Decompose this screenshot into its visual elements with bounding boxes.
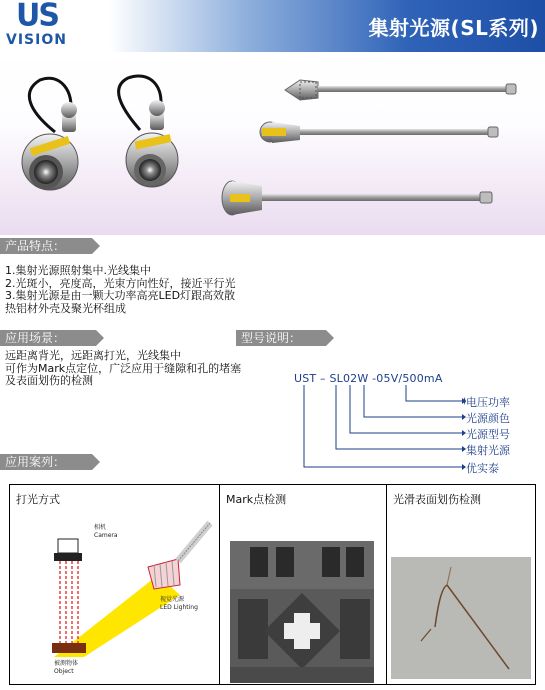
feature-line: 热铝材外壳及聚光杯组成	[5, 301, 126, 315]
product-photos	[0, 52, 545, 235]
features-text	[5, 265, 236, 315]
section-scenarios: 应用场景：	[0, 330, 96, 346]
section-features: 产品特点：	[0, 238, 92, 254]
object-label-cn: 被测物体	[54, 660, 79, 667]
logo-us-text: US	[16, 0, 58, 34]
model-part-label: 集射光源	[466, 444, 510, 457]
case-title: Mark点检测	[226, 493, 287, 506]
case-mark-detection	[220, 485, 386, 684]
model-part-label: 电压功率	[466, 396, 510, 409]
mark-detection-image	[230, 541, 374, 683]
logo-vision-text: VISION	[6, 32, 67, 48]
scenario-line: 可作为Mark点定位，广泛应用于缝隙和孔的堵塞	[5, 361, 242, 375]
section-model: 型号说明：	[236, 330, 326, 346]
spot-light-2	[119, 76, 178, 187]
us-vision-logo	[6, 2, 66, 52]
feature-line: 2.光斑小，亮度高，光束方向性好，接近平行光	[5, 276, 236, 290]
scenario-line: 及表面划伤的检测	[5, 374, 93, 387]
feature-line: 3.集射光源是由一颗大功率高亮LED灯跟高效散	[5, 289, 236, 302]
case-title: 打光方式	[16, 493, 60, 506]
scenarios-text	[5, 350, 241, 388]
model-code-diagram	[290, 383, 466, 473]
model-code: UST – SL02W -05V/500mA	[294, 372, 443, 385]
section-cases: 应用案列：	[0, 454, 92, 470]
gooseneck-light-1	[285, 80, 516, 100]
gooseneck-light-3	[222, 181, 492, 215]
model-part-label: 光源型号	[466, 428, 510, 441]
product-photo-band	[0, 52, 545, 235]
gooseneck-light-2	[260, 122, 498, 143]
scenario-line: 远距离背光，远距离打光，光线集中	[5, 349, 181, 362]
lighting-diagram	[30, 515, 216, 683]
scratch-detection-image	[391, 557, 531, 679]
camera-label-en: Camera	[94, 532, 118, 539]
header-banner	[0, 0, 545, 52]
case-title: 光滑表面划伤检测	[393, 493, 481, 506]
case-scratch-detection	[387, 485, 535, 684]
case-lighting-method	[10, 485, 219, 684]
light-label-en: LED Lighting	[160, 604, 198, 611]
feature-line: 1.集射光源照射集中.光线集中	[5, 264, 151, 277]
model-part-label: 光源颜色	[466, 412, 510, 425]
camera-label-cn: 相机	[94, 524, 107, 531]
light-label-cn: 视觉光源	[160, 596, 185, 603]
object-label-en: Object	[54, 668, 74, 675]
spot-light-1	[22, 78, 78, 190]
page-title: 集射光源(SL系列)	[368, 16, 539, 40]
application-table	[9, 484, 536, 685]
model-part-label: 优实泰	[466, 462, 499, 475]
